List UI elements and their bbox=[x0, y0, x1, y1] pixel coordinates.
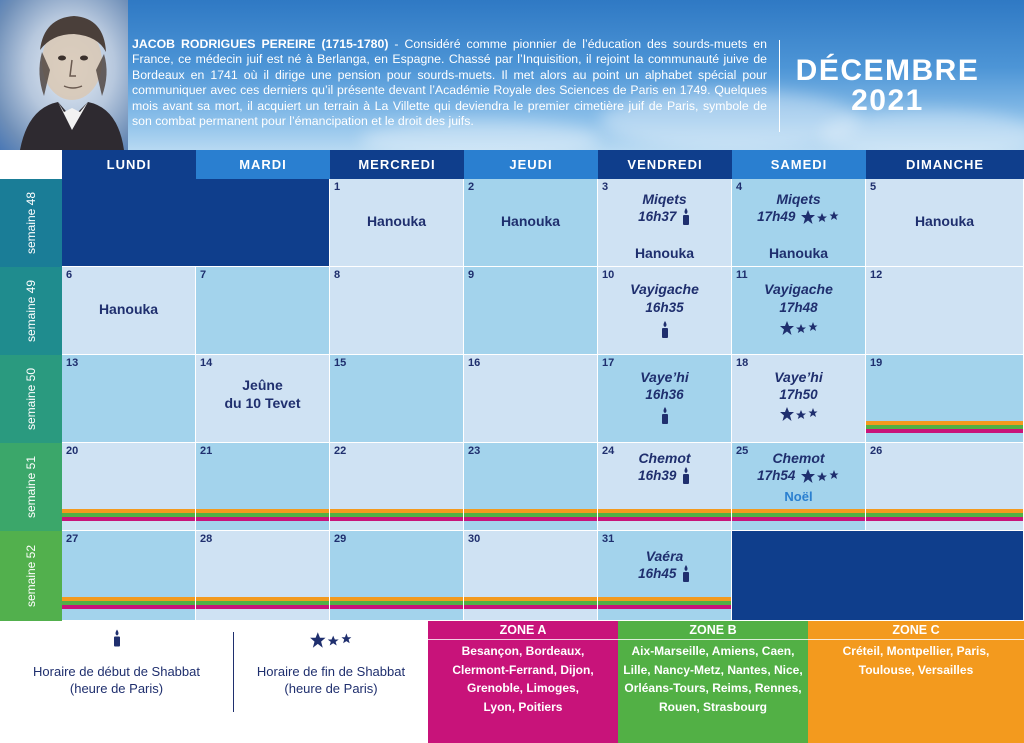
parasha-name: Chemot bbox=[638, 450, 691, 466]
candle-icon bbox=[681, 208, 691, 225]
day-number: 1 bbox=[334, 181, 341, 193]
day-number: 8 bbox=[334, 269, 341, 281]
day-header-mercredi: MERCREDI bbox=[330, 150, 464, 179]
day-cell-22[interactable] bbox=[330, 443, 464, 531]
stars-icon bbox=[800, 468, 840, 484]
legend-end bbox=[234, 621, 428, 743]
legend-end-sub: (heure de Paris) bbox=[284, 681, 378, 696]
day-cell-25[interactable] bbox=[732, 443, 866, 531]
school-holiday-stripes bbox=[330, 597, 463, 609]
month-title bbox=[790, 56, 985, 116]
shabbat-start-time: 16h45 bbox=[638, 566, 677, 581]
shabbat-start-time: 16h37 bbox=[638, 209, 677, 224]
zone-b-panel bbox=[618, 621, 808, 743]
day-number: 6 bbox=[66, 269, 73, 281]
candle-icon bbox=[660, 321, 670, 338]
shabbat-end-time: 17h50 bbox=[779, 387, 818, 402]
day-number: 30 bbox=[468, 533, 481, 545]
school-holiday-stripes bbox=[62, 597, 195, 609]
zone-a-panel bbox=[428, 621, 618, 743]
day-header-lundi: LUNDI bbox=[62, 150, 196, 179]
day-number: 4 bbox=[736, 181, 743, 193]
school-holiday-stripes bbox=[62, 509, 195, 521]
day-cell-14[interactable] bbox=[196, 355, 330, 443]
bio-name: JACOB RODRIGUES PEREIRE (1715-1780) bbox=[132, 37, 389, 51]
school-holiday-stripes bbox=[464, 509, 597, 521]
day-cell-27[interactable] bbox=[62, 531, 196, 621]
day-number: 11 bbox=[736, 269, 748, 281]
school-holiday-stripes bbox=[330, 509, 463, 521]
day-cell-6[interactable] bbox=[62, 267, 196, 355]
day-number: 3 bbox=[602, 181, 609, 193]
month-year: 2021 bbox=[851, 84, 924, 117]
empty-cell bbox=[732, 531, 1024, 621]
fast-label-line1: Jeûne bbox=[242, 377, 283, 393]
parasha-name: Chemot bbox=[772, 450, 825, 466]
biography-text bbox=[132, 37, 767, 129]
day-number: 12 bbox=[870, 269, 883, 281]
zone-c-panel bbox=[808, 621, 1024, 743]
week-label-52: semaine 52 bbox=[0, 531, 62, 621]
shabbat-start-time: 16h36 bbox=[645, 387, 684, 402]
day-cell-20[interactable] bbox=[62, 443, 196, 531]
shabbat-start-time: 16h35 bbox=[645, 300, 684, 315]
day-number: 13 bbox=[66, 357, 79, 369]
day-cell-12[interactable] bbox=[866, 267, 1024, 355]
legend-start-label: Horaire de début de Shabbat bbox=[33, 664, 200, 679]
day-number: 15 bbox=[334, 357, 347, 369]
day-cell-24[interactable] bbox=[598, 443, 732, 531]
day-number: 22 bbox=[334, 445, 347, 457]
fast-label-line2: du 10 Tevet bbox=[224, 395, 301, 411]
school-holiday-stripes bbox=[464, 597, 597, 609]
day-cell-30[interactable] bbox=[464, 531, 598, 621]
zone-b-title: ZONE B bbox=[618, 621, 808, 640]
day-cell-31[interactable] bbox=[598, 531, 732, 621]
parasha-name: Vaye’hi bbox=[640, 369, 689, 385]
zone-a-cities: Besançon, Bordeaux, Clermont-Ferrand, Dijon, Grenoble, Limoges, Lyon, Poitiers bbox=[452, 644, 594, 714]
stars-icon bbox=[779, 406, 819, 422]
day-number: 18 bbox=[736, 357, 749, 369]
shabbat-start-time: 16h39 bbox=[638, 468, 677, 483]
day-number: 31 bbox=[602, 533, 615, 545]
day-cell-13[interactable] bbox=[62, 355, 196, 443]
day-number: 9 bbox=[468, 269, 475, 281]
day-cell-3[interactable] bbox=[598, 179, 732, 267]
day-cell-7[interactable] bbox=[196, 267, 330, 355]
stars-icon bbox=[800, 209, 840, 225]
school-holiday-stripes bbox=[196, 509, 329, 521]
day-number: 16 bbox=[468, 357, 481, 369]
day-cell-26[interactable] bbox=[866, 443, 1024, 531]
shabbat-end-time: 17h49 bbox=[757, 209, 796, 224]
day-header-dimanche: DIMANCHE bbox=[866, 150, 1024, 179]
bio-body: - Considéré comme pionnier de l’éducation des sourds-muets en France, ce médecin juif est né à Berlanga, en Espagne. Chassé par l’Inquisition, il rejoint la communauté juive de Bordeaux en 1741 où il dirige une pension pour sourds-muets. Il met alors au point un alphabet spécial pour communiquer avec ces derniers qu’il présente devant l’Académie Royale des Sciences de Paris en 1749. Quelques mois avant sa mort, il acquiert un terrain à La Villette qui deviendra le premier cimetière juif de Paris, symbole de son combat permanent pour l’émancipation et le droit des juifs. bbox=[132, 37, 767, 129]
day-cell-10[interactable] bbox=[598, 267, 732, 355]
day-cell-8[interactable] bbox=[330, 267, 464, 355]
day-number: 21 bbox=[200, 445, 213, 457]
candle-icon bbox=[112, 629, 122, 647]
day-number: 25 bbox=[736, 445, 749, 457]
portrait-image bbox=[0, 0, 128, 150]
candle-icon bbox=[660, 407, 670, 424]
parasha-name: Miqets bbox=[642, 191, 687, 207]
day-cell-5[interactable] bbox=[866, 179, 1024, 267]
day-cell-2[interactable] bbox=[464, 179, 598, 267]
day-number: 17 bbox=[602, 357, 615, 369]
parasha-name: Vaye’hi bbox=[774, 369, 823, 385]
zone-c-cities: Créteil, Montpellier, Paris, Toulouse, Versailles bbox=[842, 644, 990, 677]
day-number: 2 bbox=[468, 181, 475, 193]
holiday-label: Hanouka bbox=[914, 213, 975, 229]
header-banner bbox=[0, 0, 1024, 150]
day-cell-11[interactable] bbox=[732, 267, 866, 355]
zone-c-title: ZONE C bbox=[808, 621, 1024, 640]
day-number: 7 bbox=[200, 269, 207, 281]
holiday-label: Hanouka bbox=[768, 245, 829, 261]
holiday-label: Hanouka bbox=[98, 301, 159, 317]
day-number: 26 bbox=[870, 445, 883, 457]
christmas-label: Noël bbox=[784, 489, 813, 504]
day-header-samedi: SAMEDI bbox=[732, 150, 866, 179]
school-holiday-stripes bbox=[598, 509, 731, 521]
day-cell-4[interactable] bbox=[732, 179, 866, 267]
week-label-49: semaine 49 bbox=[0, 267, 62, 355]
school-holiday-stripes bbox=[866, 421, 1023, 433]
parasha-name: Miqets bbox=[776, 191, 821, 207]
header-divider bbox=[779, 40, 780, 132]
parasha-name: Vayigache bbox=[630, 281, 699, 297]
empty-cell bbox=[62, 179, 330, 267]
day-cell-29[interactable] bbox=[330, 531, 464, 621]
parasha-name: Vayigache bbox=[764, 281, 833, 297]
stars-icon bbox=[309, 631, 353, 649]
day-cell-19[interactable] bbox=[866, 355, 1024, 443]
holiday-label: Hanouka bbox=[366, 213, 427, 229]
shabbat-end-time: 17h54 bbox=[757, 468, 796, 483]
day-number: 10 bbox=[602, 269, 615, 281]
holiday-label: Hanouka bbox=[634, 245, 695, 261]
day-number: 29 bbox=[334, 533, 347, 545]
day-cell-1[interactable] bbox=[330, 179, 464, 267]
day-cell-9[interactable] bbox=[464, 267, 598, 355]
school-holiday-stripes bbox=[196, 597, 329, 609]
week-label-50: semaine 50 bbox=[0, 355, 62, 443]
zone-a-title: ZONE A bbox=[428, 621, 618, 640]
day-header-jeudi: JEUDI bbox=[464, 150, 598, 179]
stars-icon bbox=[779, 320, 819, 336]
day-cell-18[interactable] bbox=[732, 355, 866, 443]
day-number: 24 bbox=[602, 445, 615, 457]
week-label-51: semaine 51 bbox=[0, 443, 62, 531]
school-holiday-stripes bbox=[732, 509, 865, 521]
day-number: 27 bbox=[66, 533, 79, 545]
day-number: 19 bbox=[870, 357, 883, 369]
day-number: 14 bbox=[200, 357, 213, 369]
candle-icon bbox=[681, 467, 691, 484]
day-cell-28[interactable] bbox=[196, 531, 330, 621]
candle-icon bbox=[681, 565, 691, 582]
shabbat-end-time: 17h48 bbox=[779, 300, 818, 315]
day-number: 23 bbox=[468, 445, 481, 457]
day-cell-23[interactable] bbox=[464, 443, 598, 531]
day-cell-16[interactable] bbox=[464, 355, 598, 443]
holiday-label: Hanouka bbox=[500, 213, 561, 229]
school-holiday-stripes bbox=[598, 597, 731, 609]
legend-start-sub: (heure de Paris) bbox=[69, 681, 164, 696]
week-label-48: semaine 48 bbox=[0, 179, 62, 267]
zone-b-cities: Aix-Marseille, Amiens, Caen, Lille, Nancy-Metz, Nantes, Nice, Orléans-Tours, Reims, Rennes, Rouen, Strasbourg bbox=[623, 644, 803, 714]
day-number: 28 bbox=[200, 533, 213, 545]
school-holiday-stripes bbox=[866, 509, 1023, 521]
parasha-name: Vaéra bbox=[645, 548, 684, 564]
day-number: 5 bbox=[870, 181, 877, 193]
day-number: 20 bbox=[66, 445, 79, 457]
month-name: DÉCEMBRE bbox=[795, 54, 980, 87]
legend-start bbox=[0, 621, 233, 743]
day-cell-15[interactable] bbox=[330, 355, 464, 443]
day-header-vendredi: VENDREDI bbox=[598, 150, 732, 179]
day-cell-17[interactable] bbox=[598, 355, 732, 443]
legend-end-label: Horaire de fin de Shabbat bbox=[256, 664, 406, 679]
day-cell-21[interactable] bbox=[196, 443, 330, 531]
day-header-mardi: MARDI bbox=[196, 150, 330, 179]
